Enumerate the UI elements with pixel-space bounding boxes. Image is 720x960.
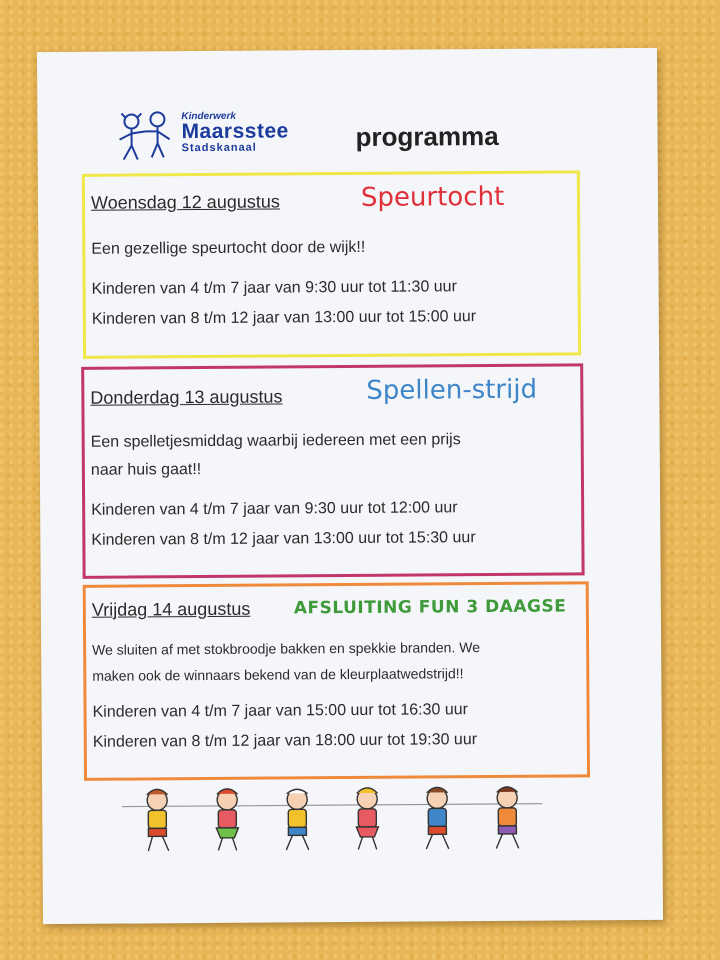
event-day: Vrijdag 14 augustus bbox=[91, 598, 251, 620]
logo-wordmark bbox=[181, 110, 289, 154]
page-title: programma bbox=[355, 120, 499, 152]
kinderwerk-logo bbox=[113, 108, 333, 168]
event-time-line: Kinderen van 8 t/m 12 jaar van 13:00 uur tot 15:00 uur bbox=[91, 308, 477, 328]
event-topic: Speurtocht bbox=[360, 181, 505, 213]
event-description: Een spelletjesmiddag waarbij iedereen met een prijs bbox=[90, 431, 461, 451]
logo-line-1: Kinderwerk bbox=[181, 110, 236, 123]
event-day: Donderdag 13 augustus bbox=[90, 386, 283, 408]
event-topic: AFSLUITING FUN 3 DAAGSE bbox=[293, 596, 567, 619]
event-description: naar huis gaat!! bbox=[90, 461, 202, 479]
event-time-line: Kinderen van 8 t/m 12 jaar van 18:00 uur tot 19:30 uur bbox=[92, 731, 478, 751]
children-logo-icon bbox=[113, 109, 177, 165]
event-time-line: Kinderen van 4 t/m 7 jaar van 9:30 uur tot 12:00 uur bbox=[91, 499, 458, 519]
logo-line-3: Stadskanaal bbox=[181, 141, 257, 155]
children-holding-hands-illustration bbox=[122, 784, 542, 857]
event-time-line: Kinderen van 8 t/m 12 jaar van 13:00 uur tot 15:30 uur bbox=[91, 529, 476, 549]
event-topic: Spellen-strijd bbox=[366, 374, 538, 406]
event-description: We sluiten af met stokbroodje bakken en spekkie branden. We bbox=[92, 639, 481, 658]
event-time-line: Kinderen van 4 t/m 7 jaar van 9:30 uur tot 11:30 uur bbox=[91, 278, 457, 298]
logo-line-2: Maarsstee bbox=[181, 119, 289, 144]
event-box-friday bbox=[83, 581, 590, 781]
event-box-wednesday bbox=[82, 170, 581, 358]
event-description: maken ook de winnaars bekend van de kleurplaatwedstrijd!! bbox=[92, 665, 464, 684]
event-box-thursday bbox=[81, 363, 584, 578]
event-description: Een gezellige speurtocht door de wijk!! bbox=[91, 238, 366, 258]
event-day: Woensdag 12 augustus bbox=[90, 191, 280, 213]
event-time-line: Kinderen van 4 t/m 7 jaar van 15:00 uur tot 16:30 uur bbox=[92, 701, 468, 721]
flyer-page bbox=[37, 48, 663, 924]
